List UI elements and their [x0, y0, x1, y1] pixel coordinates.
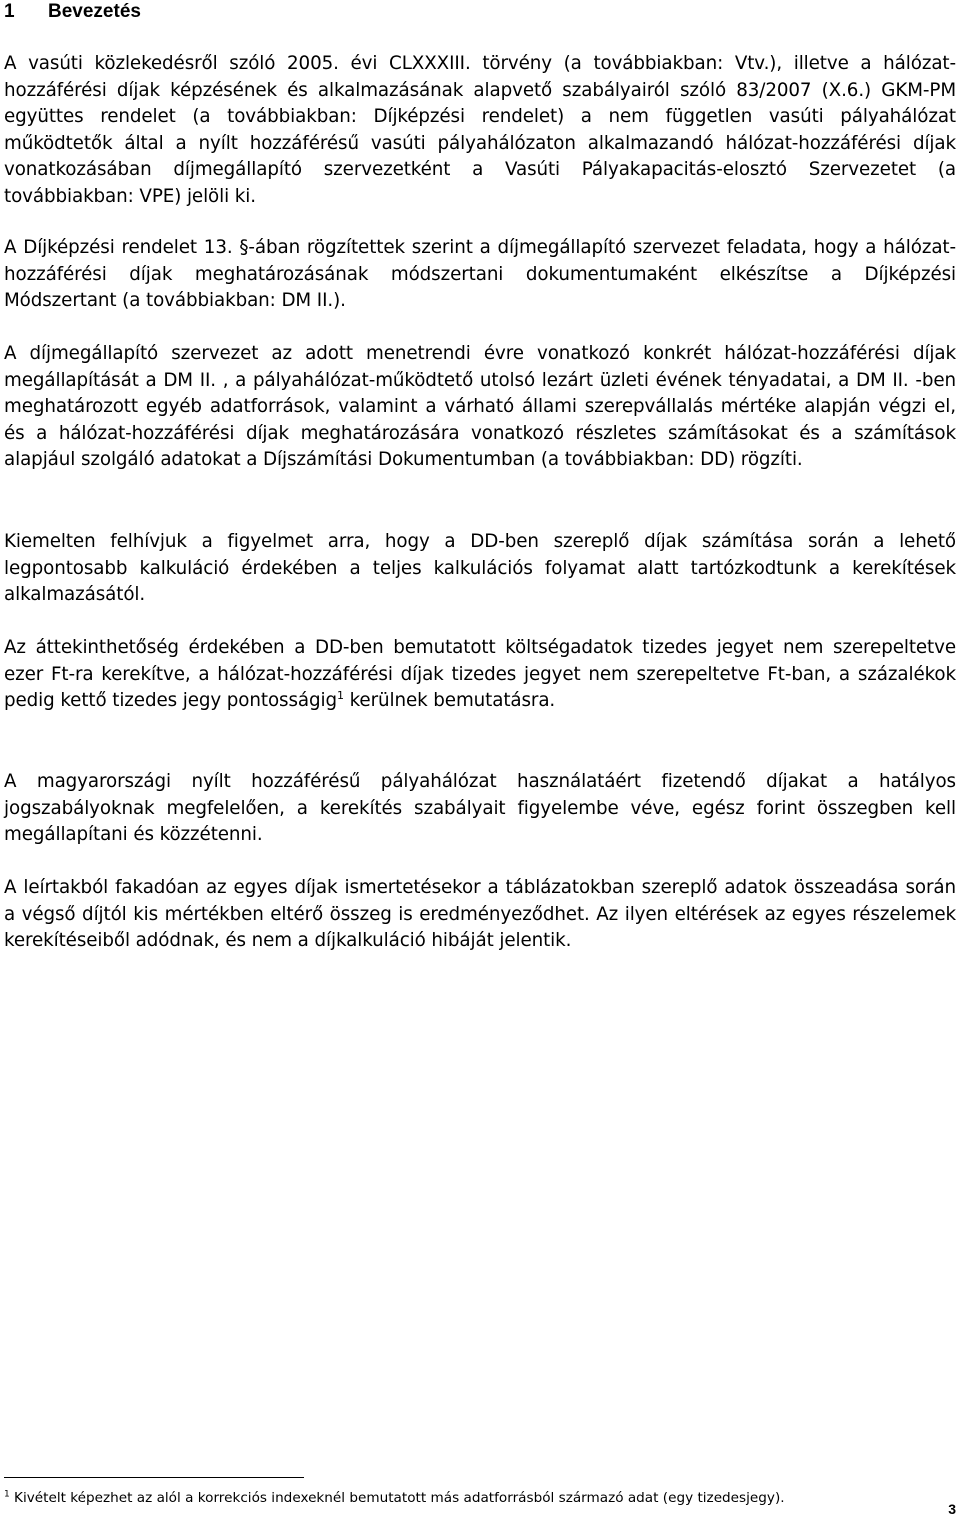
paragraph-5-text-end: kerülnek bemutatásra. — [343, 690, 556, 712]
section-number: 1 — [4, 1, 15, 22]
paragraph-7: A leírtakból fakadóan az egyes díjak ismertetésekor a táblázatokban szereplő adatok összeadása során a végső díjtól kis mértékben eltérő összeg is eredményeződhet. Az ilyen eltérések az egyes részelemek kerekítéseiből adódnak, és nem a díjkalkuláció hibáját jelentik. — [4, 877, 956, 952]
paragraph-1: A vasúti közlekedésről szóló 2005. évi CLXXXIII. törvény (a továbbiakban: Vtv.), illetve a hálózat-hozzáférési díjak képzésének és alkalmazásának alapvető szabályairól szóló 83/2007 (X.6.) GKM-PM együttes rendelet (a továbbiakban: Díjképzési rendelet) a nem független vasúti pályahálózat működtetők által a nyílt hozzáférésű vasúti pályahálózaton alkalmazandó hálózat-hozzáférési díjak vonatkozásában díjmegállapító szervezetként a Vasúti Pályakapacitás-elosztó Szervezetet (a továbbiakban: VPE) jelöli ki. — [4, 53, 956, 207]
section-title: Bevezetés — [48, 1, 141, 22]
footnote-separator — [4, 1477, 304, 1478]
footnote — [4, 1489, 785, 1507]
paragraph-4: Kiemelten felhívjuk a figyelmet arra, hogy a DD-ben szereplő díjak számítása során a lehető legpontosabb kalkuláció érdekében a teljes kalkulációs folyamat alatt tartózkodtunk a kerekítések alkalmazásától. — [4, 531, 956, 606]
paragraph-5-text: Az áttekinthetőség érdekében a DD-ben bemutatott költségadatok tizedes jegyet nem szerepeltetve ezer Ft-ra kerekítve, a hálózat-hozzáférési díjak tizedes jegyet nem szerepeltetve Ft-ban, a százalékok pedig kettő tizedes jegy pontosságig — [4, 637, 956, 712]
footnote-text: Kivételt képezhet az alól a korrekciós indexeknél bemutatott más adatforrásból származó adat (egy tizedesjegy). — [9, 1490, 785, 1506]
paragraph-3: A díjmegállapító szervezet az adott menetrendi évre vonatkozó konkrét hálózat-hozzáférési díjak megállapítását a DM II. , a pályahálózat-működtető utolsó lezárt üzleti évének tényadatai, a DM II. -ben meghatározott egyéb adatforrások, valamint a várható állami szerepvállalás mértéke alapján végzi el, és a hálózat-hozzáférési díjak meghatározására vonatkozó részletes számításokat és a számítások alapjául szolgáló adatokat a Díjszámítási Dokumentumban (a továbbiakban: DD) rögzíti. — [4, 343, 956, 471]
section-heading — [4, 0, 141, 24]
footnote-reference[interactable]: 1 — [336, 689, 344, 703]
paragraph-5 — [4, 635, 956, 715]
document-page — [4, 0, 956, 1523]
paragraph-2: A Díjképzési rendelet 13. §-ában rögzítettek szerint a díjmegállapító szervezet feladata, hogy a hálózat-hozzáférési díjak meghatározásának módszertani dokumentumaként elkészítse a Díjképzési Módszertant (a továbbiakban: DM II.). — [4, 237, 956, 312]
page-number: 3 — [948, 1501, 956, 1517]
paragraph-6: A magyarországi nyílt hozzáférésű pályahálózat használatáért fizetendő díjakat a hatályos jogszabályoknak megfelelően, a kerekítés szabályait figyelembe véve, egész forint összegben kell megállapítani és közzétenni. — [4, 771, 956, 846]
footnote-marker: 1 — [4, 1489, 10, 1500]
